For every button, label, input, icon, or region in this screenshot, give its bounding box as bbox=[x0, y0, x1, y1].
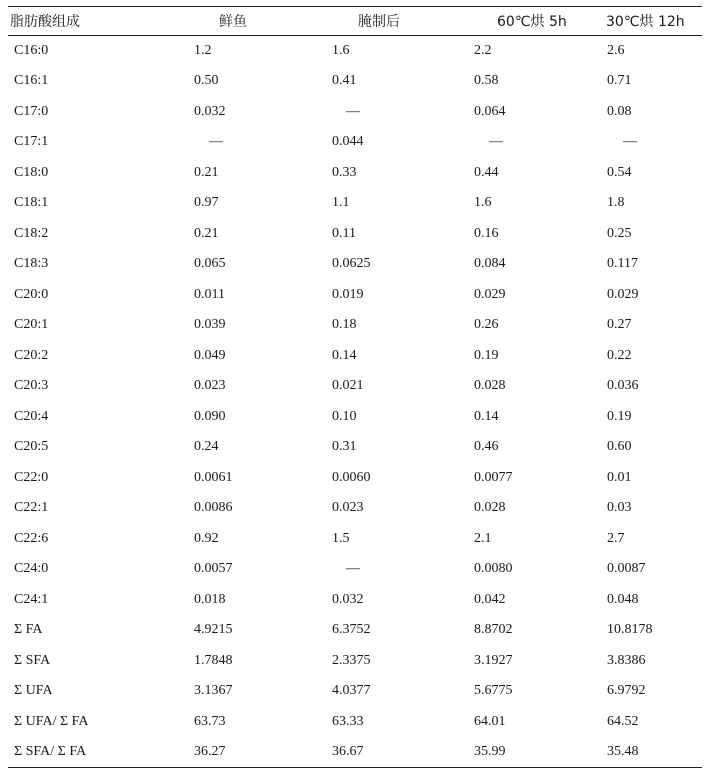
cell-30c-12h: 2.6 bbox=[607, 43, 625, 58]
cell-fresh-fish: 0.97 bbox=[194, 195, 219, 211]
cell-fresh-fish: 0.92 bbox=[194, 530, 219, 546]
column-header-30c-12h: 30℃烘 12h bbox=[606, 7, 702, 36]
cell-fatty-acid: Σ UFA/ Σ FA bbox=[14, 713, 89, 729]
cell-fresh-fish: 0.21 bbox=[194, 225, 219, 241]
cell-fatty-acid: C22:0 bbox=[14, 469, 49, 485]
table-row bbox=[8, 676, 702, 707]
table-row bbox=[8, 707, 702, 738]
cell-60c-5h: 3.1927 bbox=[474, 652, 513, 668]
cell-fresh-fish: 0.039 bbox=[194, 317, 226, 333]
cell-after-salting: 0.0060 bbox=[332, 469, 371, 485]
cell-60c-5h: 0.084 bbox=[474, 256, 506, 272]
cell-fatty-acid: C18:3 bbox=[14, 256, 49, 272]
cell-30c-12h: 2.7 bbox=[607, 530, 625, 546]
header-row bbox=[8, 7, 702, 36]
cell-fatty-acid: C24:0 bbox=[14, 561, 49, 577]
cell-fresh-fish: 0.24 bbox=[194, 439, 219, 455]
cell-after-salting: 0.023 bbox=[332, 500, 364, 516]
cell-60c-5h: 0.16 bbox=[474, 225, 499, 241]
cell-30c-12h: 0.27 bbox=[607, 317, 632, 333]
cell-fatty-acid: C20:2 bbox=[14, 347, 49, 363]
table-row bbox=[8, 280, 702, 311]
cell-fatty-acid: C18:0 bbox=[14, 164, 49, 180]
table-row bbox=[8, 310, 702, 341]
cell-60c-5h: — bbox=[489, 134, 503, 150]
cell-60c-5h: 0.028 bbox=[474, 378, 506, 394]
cell-after-salting: 0.044 bbox=[332, 134, 364, 150]
cell-fresh-fish: 36.27 bbox=[184, 737, 324, 768]
fatty-acid-table-container bbox=[8, 6, 702, 768]
cell-fatty-acid: C18:2 bbox=[14, 225, 49, 241]
cell-60c-5h: 0.0077 bbox=[474, 469, 513, 485]
cell-fatty-acid: Σ SFA bbox=[14, 652, 51, 668]
cell-fatty-acid: C24:1 bbox=[14, 591, 49, 607]
cell-30c-12h: 1.8 bbox=[607, 195, 625, 211]
cell-fatty-acid: C20:5 bbox=[14, 439, 49, 455]
cell-60c-5h: 8.8702 bbox=[474, 622, 513, 638]
cell-fresh-fish: 0.049 bbox=[194, 347, 226, 363]
cell-30c-12h: 0.048 bbox=[607, 591, 639, 607]
table-row bbox=[8, 341, 702, 372]
cell-60c-5h: 64.01 bbox=[474, 713, 506, 729]
cell-fatty-acid: C17:0 bbox=[14, 103, 49, 119]
table-row bbox=[8, 524, 702, 555]
cell-30c-12h: 0.01 bbox=[607, 469, 632, 485]
cell-after-salting: 0.021 bbox=[332, 378, 364, 394]
cell-after-salting: 2.3375 bbox=[332, 652, 371, 668]
table-row bbox=[8, 97, 702, 128]
cell-30c-12h: 3.8386 bbox=[607, 652, 646, 668]
cell-fatty-acid: C16:1 bbox=[14, 73, 49, 89]
cell-fresh-fish: 4.9215 bbox=[194, 622, 233, 638]
cell-60c-5h: 0.029 bbox=[474, 286, 506, 302]
table-row bbox=[8, 646, 702, 677]
cell-30c-12h: 0.60 bbox=[607, 439, 632, 455]
cell-60c-5h: 1.6 bbox=[474, 195, 492, 211]
cell-60c-5h: 0.14 bbox=[474, 408, 499, 424]
cell-fatty-acid: C16:0 bbox=[14, 43, 49, 58]
table-row bbox=[8, 127, 702, 158]
table-row bbox=[8, 585, 702, 616]
table-body bbox=[8, 36, 702, 768]
table-row bbox=[8, 737, 702, 768]
cell-fresh-fish: 0.018 bbox=[194, 591, 226, 607]
table-row bbox=[8, 554, 702, 585]
cell-30c-12h: 6.9792 bbox=[607, 683, 646, 699]
cell-fatty-acid: C22:6 bbox=[14, 530, 49, 546]
cell-30c-12h: 0.71 bbox=[607, 73, 632, 89]
table-row bbox=[8, 371, 702, 402]
cell-60c-5h: 0.042 bbox=[474, 591, 506, 607]
cell-after-salting: 6.3752 bbox=[332, 622, 371, 638]
table-row bbox=[8, 188, 702, 219]
cell-fresh-fish: 1.2 bbox=[194, 43, 212, 58]
cell-60c-5h: 0.26 bbox=[474, 317, 499, 333]
cell-after-salting: 1.6 bbox=[332, 43, 350, 58]
table-row bbox=[8, 493, 702, 524]
cell-fresh-fish: 0.032 bbox=[194, 103, 226, 119]
cell-after-salting: 36.67 bbox=[324, 737, 466, 768]
cell-30c-12h: 64.52 bbox=[607, 713, 639, 729]
cell-fresh-fish: 1.7848 bbox=[194, 652, 233, 668]
cell-fatty-acid: C20:0 bbox=[14, 286, 49, 302]
fatty-acid-table bbox=[8, 6, 702, 768]
cell-after-salting: 0.10 bbox=[332, 408, 357, 424]
cell-fatty-acid: C17:1 bbox=[14, 134, 49, 150]
cell-fresh-fish: 0.011 bbox=[194, 286, 225, 302]
table-row bbox=[8, 402, 702, 433]
cell-after-salting: 0.41 bbox=[332, 73, 357, 89]
cell-60c-5h: 0.58 bbox=[474, 73, 499, 89]
cell-30c-12h: 0.03 bbox=[607, 500, 632, 516]
cell-after-salting: 1.5 bbox=[332, 530, 350, 546]
cell-fresh-fish: 63.73 bbox=[194, 713, 226, 729]
cell-30c-12h: 0.19 bbox=[607, 408, 632, 424]
cell-fatty-acid: C20:3 bbox=[14, 378, 49, 394]
cell-fresh-fish: 0.023 bbox=[194, 378, 226, 394]
table-row bbox=[8, 36, 702, 67]
table-row bbox=[8, 463, 702, 494]
cell-after-salting: 0.33 bbox=[332, 164, 357, 180]
cell-fatty-acid: Σ SFA/ Σ FA bbox=[8, 737, 184, 768]
cell-after-salting: 0.0625 bbox=[332, 256, 371, 272]
cell-fatty-acid: Σ UFA bbox=[14, 683, 53, 699]
cell-fresh-fish: 0.065 bbox=[194, 256, 226, 272]
table-row bbox=[8, 615, 702, 646]
cell-after-salting: 1.1 bbox=[332, 195, 350, 211]
cell-60c-5h: 5.6775 bbox=[474, 683, 513, 699]
table-row bbox=[8, 66, 702, 97]
cell-60c-5h: 2.2 bbox=[474, 43, 492, 58]
table-row bbox=[8, 219, 702, 250]
cell-after-salting: 0.019 bbox=[332, 286, 364, 302]
cell-30c-12h: 0.54 bbox=[607, 164, 632, 180]
column-header-after-salting: 腌制后 bbox=[324, 7, 466, 36]
table-header bbox=[8, 7, 702, 36]
cell-fresh-fish: 0.0086 bbox=[194, 500, 233, 516]
cell-60c-5h: 0.19 bbox=[474, 347, 499, 363]
cell-60c-5h: 0.0080 bbox=[474, 561, 513, 577]
cell-after-salting: 0.11 bbox=[332, 225, 356, 241]
table-row bbox=[8, 249, 702, 280]
cell-fatty-acid: C20:1 bbox=[14, 317, 49, 333]
cell-30c-12h: 0.25 bbox=[607, 225, 632, 241]
table-row bbox=[8, 432, 702, 463]
cell-after-salting: 0.032 bbox=[332, 591, 364, 607]
cell-fresh-fish: 0.0057 bbox=[194, 561, 233, 577]
cell-after-salting: — bbox=[346, 561, 360, 577]
cell-60c-5h: 0.46 bbox=[474, 439, 499, 455]
cell-30c-12h: 0.036 bbox=[607, 378, 639, 394]
cell-60c-5h: 0.028 bbox=[474, 500, 506, 516]
cell-after-salting: — bbox=[346, 103, 360, 119]
cell-fresh-fish: 0.50 bbox=[194, 73, 219, 89]
cell-30c-12h: 0.0087 bbox=[607, 561, 646, 577]
cell-60c-5h: 0.064 bbox=[474, 103, 506, 119]
cell-30c-12h: 0.117 bbox=[607, 256, 638, 272]
cell-fresh-fish: 3.1367 bbox=[194, 683, 233, 699]
cell-fresh-fish: 0.21 bbox=[194, 164, 219, 180]
cell-fatty-acid: C22:1 bbox=[14, 500, 49, 516]
cell-60c-5h: 0.44 bbox=[474, 164, 499, 180]
cell-30c-12h: 0.22 bbox=[607, 347, 632, 363]
table-row bbox=[8, 158, 702, 189]
column-header-fatty-acid: 脂肪酸组成 bbox=[8, 7, 184, 36]
cell-30c-12h: 0.08 bbox=[607, 103, 632, 119]
cell-after-salting: 0.14 bbox=[332, 347, 357, 363]
cell-30c-12h: 35.48 bbox=[606, 737, 702, 768]
cell-60c-5h: 2.1 bbox=[474, 530, 492, 546]
cell-fatty-acid: Σ FA bbox=[14, 622, 43, 638]
cell-fatty-acid: C18:1 bbox=[14, 195, 49, 211]
cell-after-salting: 0.31 bbox=[332, 439, 357, 455]
cell-30c-12h: — bbox=[623, 134, 637, 150]
column-header-fresh-fish: 鲜鱼 bbox=[184, 7, 324, 36]
cell-after-salting: 63.33 bbox=[332, 713, 364, 729]
column-header-60c-5h: 60℃烘 5h bbox=[466, 7, 606, 36]
cell-fresh-fish: 0.0061 bbox=[194, 469, 233, 485]
cell-after-salting: 4.0377 bbox=[332, 683, 371, 699]
cell-fatty-acid: C20:4 bbox=[14, 408, 49, 424]
cell-after-salting: 0.18 bbox=[332, 317, 357, 333]
cell-fresh-fish: — bbox=[209, 134, 223, 150]
cell-30c-12h: 0.029 bbox=[607, 286, 639, 302]
cell-30c-12h: 10.8178 bbox=[607, 622, 653, 638]
cell-fresh-fish: 0.090 bbox=[194, 408, 226, 424]
cell-60c-5h: 35.99 bbox=[466, 737, 606, 768]
